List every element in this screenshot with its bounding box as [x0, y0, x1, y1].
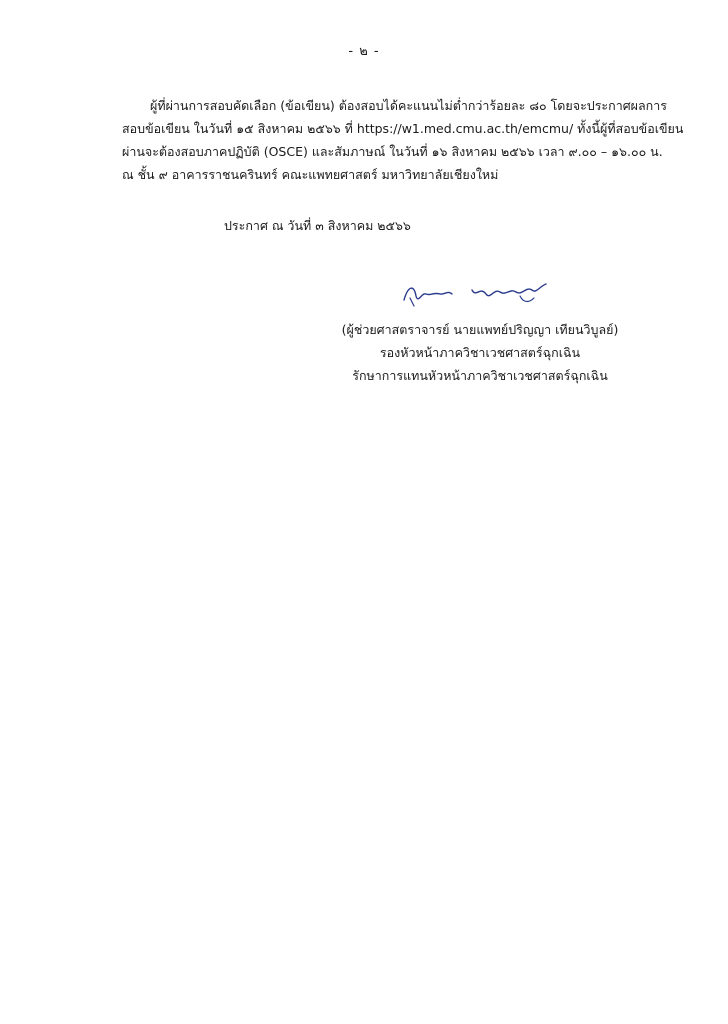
signer-block	[330, 318, 630, 387]
announcement-date: ประกาศ ณ วันที่ ๓ สิงหาคม ๒๕๖๖	[224, 218, 411, 233]
body-line-3: ผ่านจะต้องสอบภาคปฏิบัติ (OSCE) และสัมภาษณ์ ในวันที่ ๑๖ สิงหาคม ๒๕๖๖ เวลา ๙.๐๐ – ๑๖.๐๐ น.	[122, 144, 663, 159]
body-line-4: ณ ชั้น ๙ อาคารราชนครินทร์ คณะแพทยศาสตร์ มหาวิทยาลัยเชียงใหม่	[122, 167, 499, 182]
body-line-1: ผู้ที่ผ่านการสอบคัดเลือก (ข้อเขียน) ต้องสอบได้คะแนนไม่ต่ำกว่าร้อยละ ๘๐ โดยจะประกาศผลการ	[150, 98, 667, 113]
body-paragraph	[122, 94, 684, 186]
body-line-2: สอบข้อเขียน ในวันที่ ๑๕ สิงหาคม ๒๕๖๖ ที่ https://w1.med.cmu.ac.th/emcmu/ ทั้งนี้ผู้ที่สอบข้อเขียน	[122, 121, 684, 136]
signer-name: (ผู้ช่วยศาสตราจารย์ นายแพทย์ปริญญา เทียนวิบูลย์)	[341, 322, 619, 337]
handwritten-signature	[400, 278, 560, 312]
signer-position-2: รักษาการแทนหัวหน้าภาควิชาเวชศาสตร์ฉุกเฉิน	[352, 368, 608, 383]
signer-position-1: รองหัวหน้าภาควิชาเวชศาสตร์ฉุกเฉิน	[379, 345, 581, 360]
page-number: - ๒ -	[348, 44, 380, 59]
